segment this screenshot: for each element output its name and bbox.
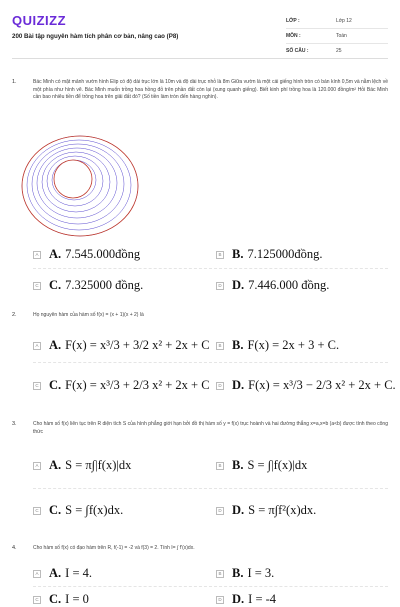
option-value: S = π∫f²(x)dx. (248, 503, 317, 517)
meta-value: 25 (336, 48, 342, 54)
option-box: C (33, 596, 41, 604)
meta-panel (286, 14, 388, 59)
option-3d[interactable] (216, 503, 316, 518)
option-1c[interactable] (33, 278, 143, 293)
option-2d[interactable] (216, 378, 396, 393)
option-label: A. (49, 458, 62, 472)
question-number: 3. (12, 421, 17, 427)
header-divider (12, 58, 388, 59)
option-1a[interactable] (33, 247, 140, 262)
option-label: B. (232, 247, 244, 261)
question-text: Cho hàm số f(x) liên tục trên R diện tích S của hình phẳng giới hạn bởi đồ thị hàm số y = f(x) trục hoành và hai đường thẳng x=a,x=b (a<b) được tính theo công thức (33, 421, 388, 435)
question-number: 2. (12, 312, 17, 318)
option-value: 7.125000đồng. (247, 247, 323, 261)
option-label: C. (49, 378, 62, 392)
question-3 (12, 421, 388, 443)
option-2b[interactable] (216, 338, 339, 353)
option-box: C (33, 382, 41, 390)
question-text: Bác Minh có mặt mảnh vườn hình Elip có độ dài trục lớn là 10m và độ dài trục nhỏ là 8m Giữa vườn là một cái giếng hình tròn có bán kính 0,5m và nằm lệch về một phía như hình vẽ. Bác Minh muốn trồng hoa hồng đỏ trên phần đất còn lại (xung quanh giếng). Biết kinh phí trồng hoa là 120.000 đồng/m² Hỏi Bác Minh cần bao nhiêu tiền để trồng hoa trên giải đất đó? (Số tiền làm tròn đến hàng nghìn). (33, 79, 388, 100)
option-value: 7.325000 đồng. (65, 278, 144, 292)
option-divider (33, 586, 388, 587)
option-box: A (33, 570, 41, 578)
option-4b[interactable] (216, 566, 274, 581)
option-box: A (33, 342, 41, 350)
option-label: A. (49, 247, 62, 261)
option-value: S = ∫|f(x)|dx (247, 458, 308, 472)
option-box: A (33, 462, 41, 470)
option-value: 7.446.000 đồng. (248, 278, 330, 292)
option-divider (33, 488, 388, 489)
option-box: D (216, 282, 224, 290)
meta-key: MÔN : (286, 33, 301, 39)
meta-value: Toán (336, 33, 347, 39)
option-1b[interactable] (216, 247, 322, 262)
option-box: A (33, 251, 41, 259)
option-value: S = π∫|f(x)|dx (65, 458, 132, 472)
option-label: C. (49, 503, 62, 517)
option-box: D (216, 382, 224, 390)
ellipse-garden-figure (20, 130, 140, 240)
option-value: F(x) = 2x + 3 + C. (247, 338, 340, 352)
option-2c[interactable] (33, 378, 210, 393)
meta-row-count (286, 44, 388, 59)
option-label: D. (232, 378, 245, 392)
option-box: D (216, 507, 224, 515)
option-value: 7.545.000đồng (65, 247, 141, 261)
meta-row-grade (286, 14, 388, 29)
question-text: Cho hàm số f(x) có đạo hàm trên R, f(-1) = -2 và f(3) = 2. Tính I= ∫ f'(x)dx. (33, 545, 195, 551)
meta-value: Lớp 12 (336, 18, 352, 24)
meta-key: LỚP : (286, 18, 300, 24)
option-label: A. (49, 566, 62, 580)
option-value: F(x) = x³/3 + 3/2 x² + 2x + C (65, 338, 210, 352)
option-box: D (216, 596, 224, 604)
option-label: C. (49, 592, 62, 606)
quizizz-logo: QUIZIZZ (12, 13, 67, 28)
option-label: B. (232, 338, 244, 352)
question-4 (12, 545, 388, 557)
option-value: S = ∫f(x)dx. (65, 503, 124, 517)
question-text: Họ nguyên hàm của hàm số f(x) = (x + 1)(x + 2) là (33, 312, 144, 318)
option-box: B (216, 251, 224, 259)
option-label: B. (232, 566, 244, 580)
option-label: D. (232, 503, 245, 517)
option-label: D. (232, 592, 245, 606)
option-box: B (216, 342, 224, 350)
option-divider (33, 362, 388, 363)
option-value: I = 0 (65, 592, 89, 606)
option-2a[interactable] (33, 338, 210, 353)
option-4a[interactable] (33, 566, 92, 581)
option-value: F(x) = x³/3 − 2/3 x² + 2x + C. (248, 378, 396, 392)
question-number: 4. (12, 545, 17, 551)
option-1d[interactable] (216, 278, 329, 293)
option-value: I = 3. (247, 566, 275, 580)
option-value: I = 4. (65, 566, 92, 580)
option-label: C. (49, 278, 62, 292)
meta-key: SỐ CÂU : (286, 48, 309, 54)
page-title: 200 Bài tập nguyên hàm tích phân cơ bản, nâng cao (P8) (12, 33, 179, 40)
option-box: C (33, 282, 41, 290)
option-box: B (216, 570, 224, 578)
well-circle (54, 160, 92, 198)
option-label: B. (232, 458, 244, 472)
option-3b[interactable] (216, 458, 307, 473)
option-divider (33, 268, 388, 269)
question-2 (12, 312, 388, 326)
option-3c[interactable] (33, 503, 123, 518)
question-number: 1. (12, 79, 17, 85)
option-3a[interactable] (33, 458, 131, 473)
option-value: I = -4 (248, 592, 277, 606)
option-label: A. (49, 338, 62, 352)
option-box: B (216, 462, 224, 470)
option-box: C (33, 507, 41, 515)
option-value: F(x) = x³/3 + 2/3 x² + 2x + C (65, 378, 210, 392)
meta-row-subject (286, 29, 388, 44)
option-label: D. (232, 278, 245, 292)
